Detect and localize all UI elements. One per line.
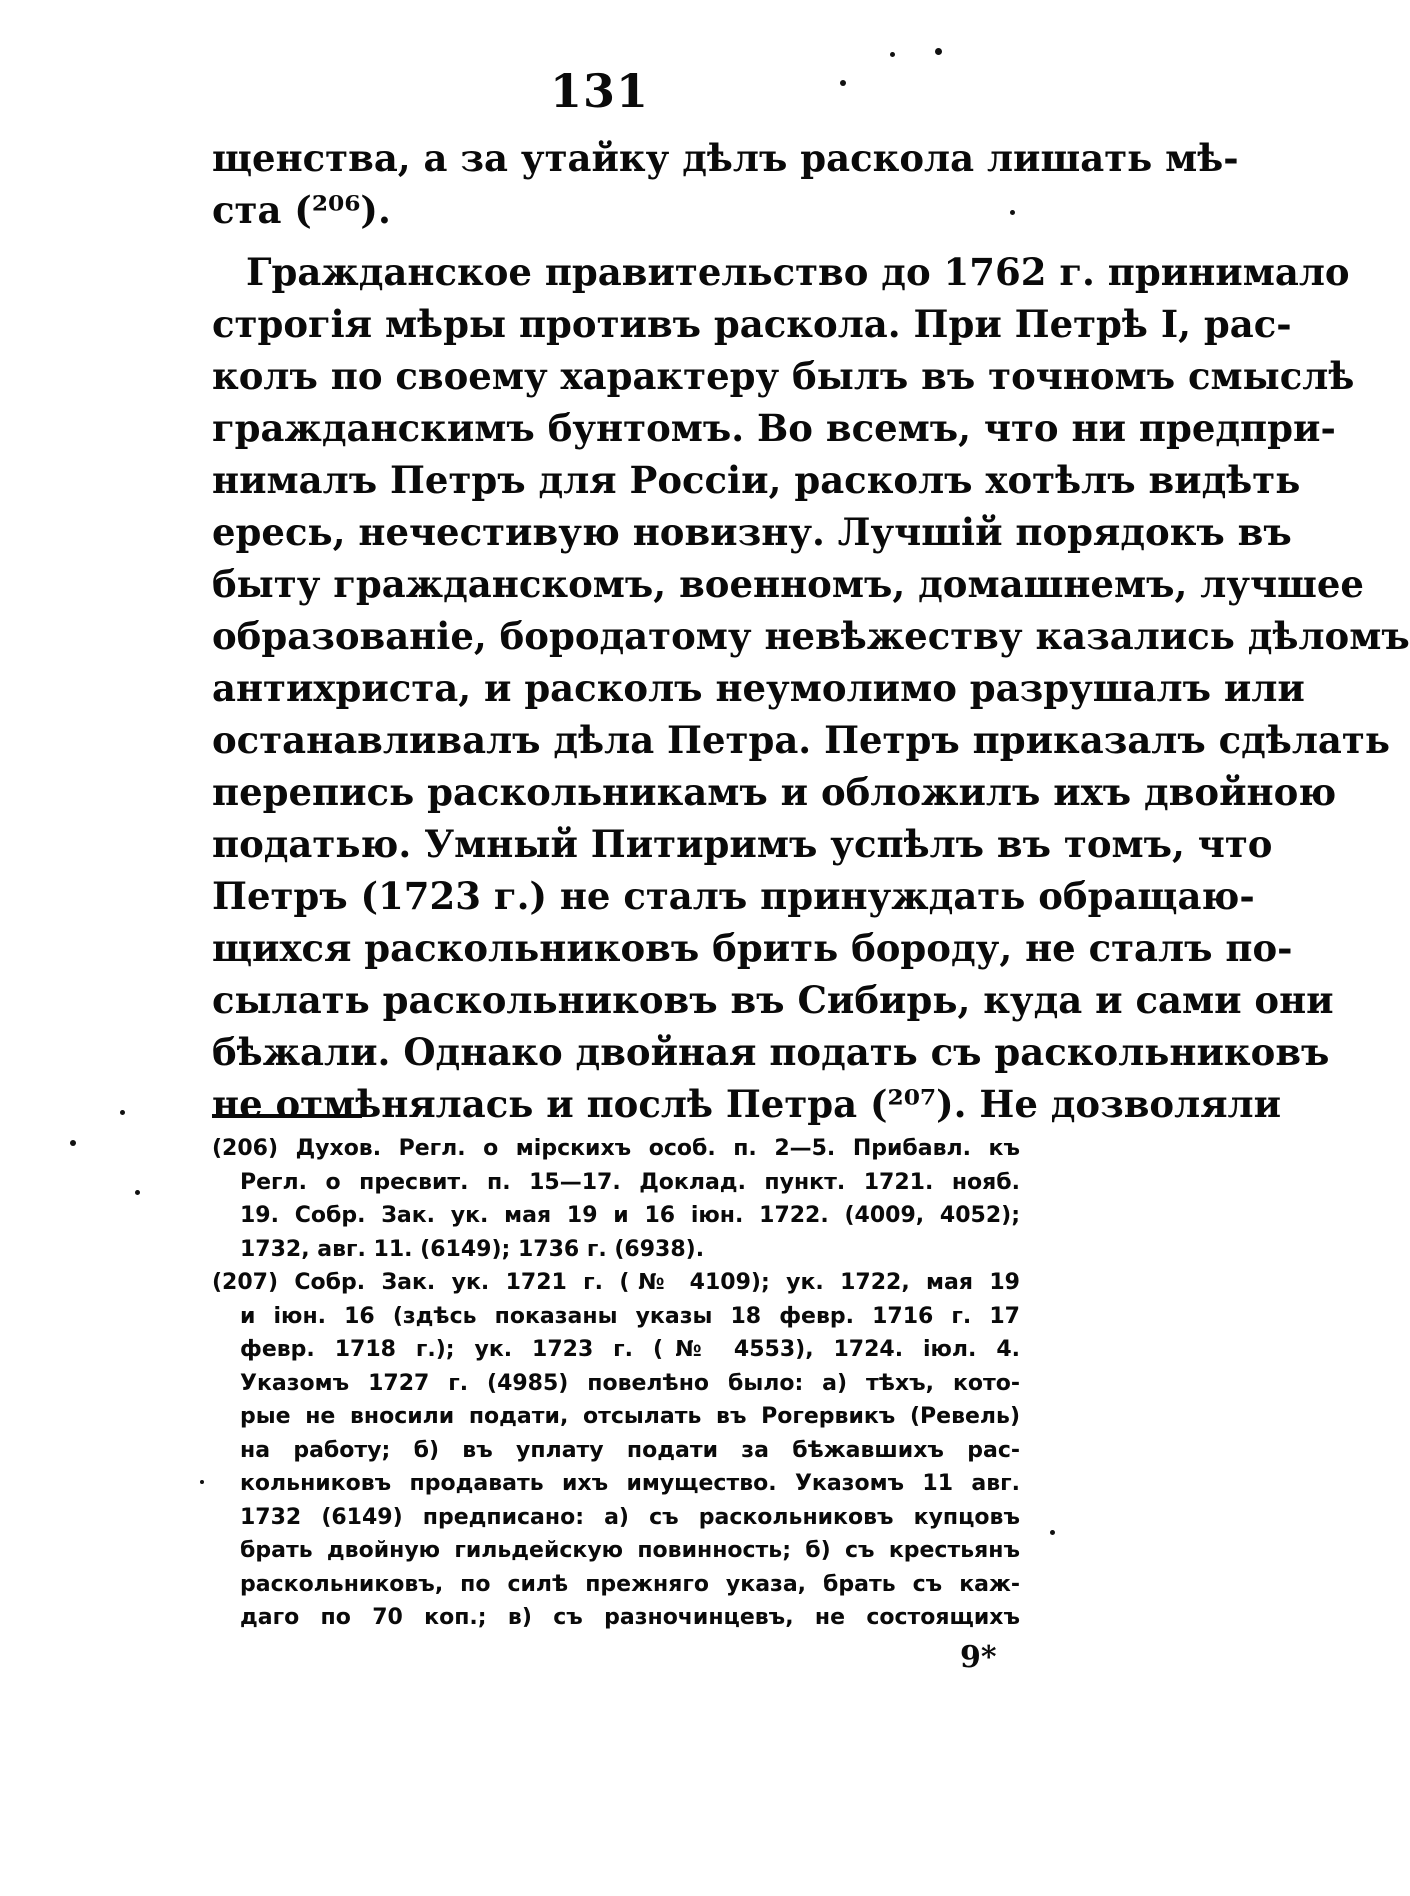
text-line: останавливалъ дѣла Петра. Петръ приказалъ сдѣлать [212,718,1390,762]
footnote-line: рые не вносили подати, отсылать въ Рогервикъ (Ревель) [240,1404,1020,1429]
text-line: ста (²⁰⁶). [212,188,391,232]
footnote-line: раскольниковъ, по силѣ прежняго указа, брать съ каж- [240,1571,1020,1597]
scan-speck [120,1110,125,1115]
footnote-line: брать двойную гильдейскую повинность; б) съ крестьянъ [240,1538,1020,1563]
scan-speck [135,1190,140,1195]
footnote-line: Регл. о пресвит. п. 15—17. Доклад. пункт. 1721. нояб. [240,1169,1020,1195]
main-text [212,132,1410,1130]
scan-speck [70,1140,76,1146]
text-line: Гражданское правительство до 1762 г. принимало [246,250,1350,294]
text-line: колъ по своему характеру былъ въ точномъ смыслѣ [212,354,1355,398]
text-line: ересь, нечестивую новизну. Лучшій порядокъ въ [212,510,1292,554]
footnote-line: и іюн. 16 (здѣсь показаны указы 18 февр. 1716 г. 17 [240,1303,1020,1329]
footnote-line: кольниковъ продавать ихъ имущество. Указомъ 11 авг. [240,1471,1020,1496]
text-line: перепись раскольникамъ и обложилъ ихъ двойною [212,770,1337,814]
footnote-line: даго по 70 коп.; в) съ разночинцевъ, не состоящихъ [240,1605,1020,1630]
text-line: антихриста, и расколъ неумолимо разрушалъ или [212,666,1305,710]
text-line: гражданскимъ бунтомъ. Во всемъ, что ни предпри- [212,406,1336,450]
scan-speck [890,52,895,57]
text-line: Петръ (1723 г.) не сталъ принуждать обращаю- [212,874,1255,918]
scan-speck [1010,210,1015,215]
scan-speck [1050,1530,1055,1535]
footnote-line: февр. 1718 г.); ук. 1723 г. (№ 4553), 1724. іюл. 4. [240,1337,1020,1362]
text-line: податью. Умный Питиримъ успѣлъ въ томъ, что [212,822,1273,866]
text-line: не отмѣнялась и послѣ Петра (²⁰⁷). Не дозволяли [212,1082,1282,1126]
footnote-divider [212,1114,362,1118]
footnotes [212,1132,1020,1635]
text-line: сылать раскольниковъ въ Сибирь, куда и сами они [212,978,1334,1022]
text-line: щихся раскольниковъ брить бороду, не сталъ по- [212,926,1293,970]
footnote-line: Указомъ 1727 г. (4985) повелѣно было: а) тѣхъ, кото- [240,1370,1020,1396]
text-line: щенства, а за утайку дѣлъ раскола лишать мѣ- [212,136,1239,180]
footnote-line: (207) Собр. Зак. ук. 1721 г. (№ 4109); ук. 1722, мая 19 [212,1270,1020,1295]
text-line: образованіе, бородатому невѣжеству казались дѣломъ [212,614,1410,658]
text-line: бѣжали. Однако двойная подать съ раскольниковъ [212,1030,1330,1074]
footnote-line: на работу; б) въ уплату подати за бѣжавшихъ рас- [240,1437,1020,1463]
scan-speck [200,1480,204,1484]
footnote-line: (206) Духов. Регл. о мірскихъ особ. п. 2—5. Прибавл. къ [212,1136,1020,1161]
text-line: нималъ Петръ для Россіи, расколъ хотѣлъ видѣть [212,458,1301,502]
signature-mark: 9* [960,1640,997,1675]
footnote-line: 19. Собр. Зак. ук. мая 19 и 16 іюн. 1722. (4009, 4052); [240,1203,1020,1228]
footnote-line: 1732, авг. 11. (6149); 1736 г. (6938). [240,1236,705,1262]
text-line: строгія мѣры противъ раскола. При Петрѣ I, рас- [212,302,1292,346]
scan-speck [840,80,846,86]
footnote-line: 1732 (6149) предписано: а) съ раскольниковъ купцовъ [240,1504,1020,1530]
page-number: 131 [550,64,650,118]
text-line: быту гражданскомъ, военномъ, домашнемъ, лучшее [212,562,1364,606]
scan-speck [935,48,942,55]
